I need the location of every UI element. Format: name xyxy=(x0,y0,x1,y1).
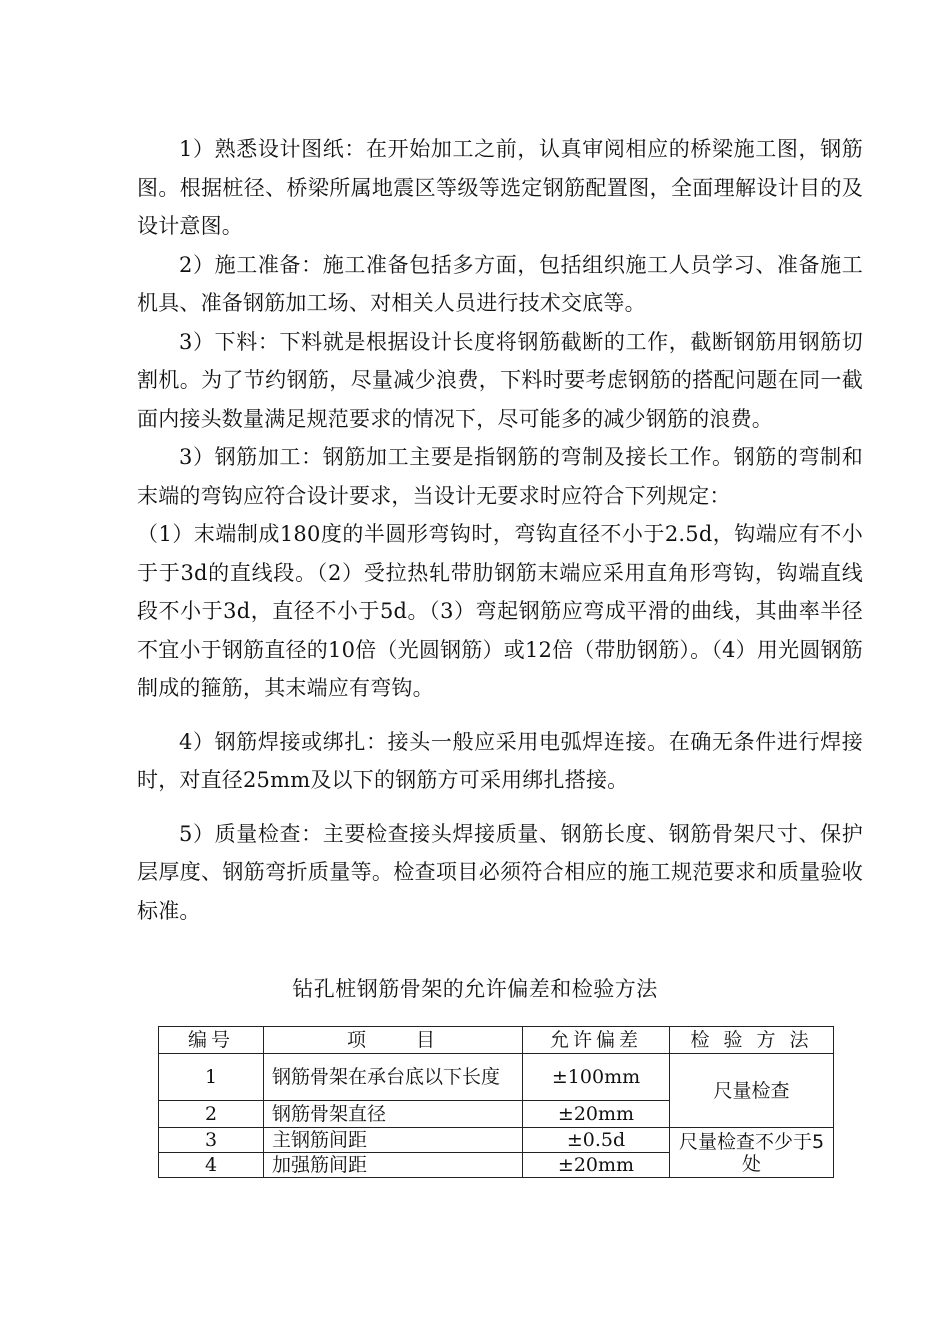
header-no: 编号 xyxy=(159,1027,264,1054)
row-no: 1 xyxy=(159,1054,264,1101)
row-tolerance: ±20mm xyxy=(523,1101,670,1128)
tolerance-table xyxy=(158,1026,834,1178)
paragraph-bending-rules: （1）末端制成180度的半圆形弯钩时，弯钩直径不小于2.5d，钩端应有不小于于3d的直线段。（2）受拉热轧带肋钢筋末端应采用直角形弯钩，钩端直线段不小于3d，直径不小于5d。（3）弯起钢筋应弯成平滑的曲线，其曲率半径不宜小于钢筋直径的10倍（光圆钢筋）或12倍（带肋钢筋）。（4）用光圆钢筋制成的箍筋，其末端应有弯钩。 xyxy=(137,522,863,700)
paragraph-preparation: 2）施工准备：施工准备包括多方面，包括组织施工人员学习、准备施工机具、准备钢筋加工场、对相关人员进行技术交底等。 xyxy=(137,252,863,315)
row-tolerance: ±20mm xyxy=(523,1153,670,1178)
row-method: 尺量检查 xyxy=(670,1054,834,1128)
table-row xyxy=(159,1054,834,1101)
paragraph-welding: 4）钢筋焊接或绑扎：接头一般应采用电弧焊连接。在确无条件进行焊接时，对直径25mm及以下的钢筋方可采用绑扎搭接。 xyxy=(137,729,863,792)
paragraph-cutting: 3）下料：下料就是根据设计长度将钢筋截断的工作，截断钢筋用钢筋切割机。为了节约钢筋，尽量减少浪费，下料时要考虑钢筋的搭配问题在同一截面内接头数量满足规范要求的情况下，尽可能多的减少钢筋的浪费。 xyxy=(137,329,863,431)
paragraph-processing: 3）钢筋加工：钢筋加工主要是指钢筋的弯制及接长工作。钢筋的弯制和末端的弯钩应符合设计要求，当设计无要求时应符合下列规定： xyxy=(137,445,863,508)
header-item: 项 目 xyxy=(264,1027,523,1054)
row-item: 主钢筋间距 xyxy=(264,1128,523,1153)
row-no: 2 xyxy=(159,1101,264,1128)
header-method: 检 验 方 法 xyxy=(670,1027,834,1054)
table-title: 钻孔桩钢筋骨架的允许偏差和检验方法 xyxy=(292,977,658,1001)
row-method: 尺量检查不少于5处 xyxy=(670,1128,834,1178)
row-item: 钢筋骨架在承台底以下长度 xyxy=(264,1054,523,1101)
row-tolerance: ±100mm xyxy=(523,1054,670,1101)
row-tolerance: ±0.5d xyxy=(523,1128,670,1153)
table-header-row xyxy=(159,1027,834,1054)
paragraph-inspection: 5）质量检查：主要检查接头焊接质量、钢筋长度、钢筋骨架尺寸、保护层厚度、钢筋弯折质量等。检查项目必须符合相应的施工规范要求和质量验收标准。 xyxy=(137,821,863,923)
row-no: 4 xyxy=(159,1153,264,1178)
row-item: 钢筋骨架直径 xyxy=(264,1101,523,1128)
paragraph-drawings: 1）熟悉设计图纸：在开始加工之前，认真审阅相应的桥梁施工图，钢筋图。根据桩径、桥梁所属地震区等级等选定钢筋配置图，全面理解设计目的及设计意图。 xyxy=(137,137,863,238)
row-no: 3 xyxy=(159,1128,264,1153)
body-text xyxy=(137,130,863,930)
table-row xyxy=(159,1128,834,1153)
header-tolerance: 允许偏差 xyxy=(523,1027,670,1054)
row-item: 加强筋间距 xyxy=(264,1153,523,1178)
